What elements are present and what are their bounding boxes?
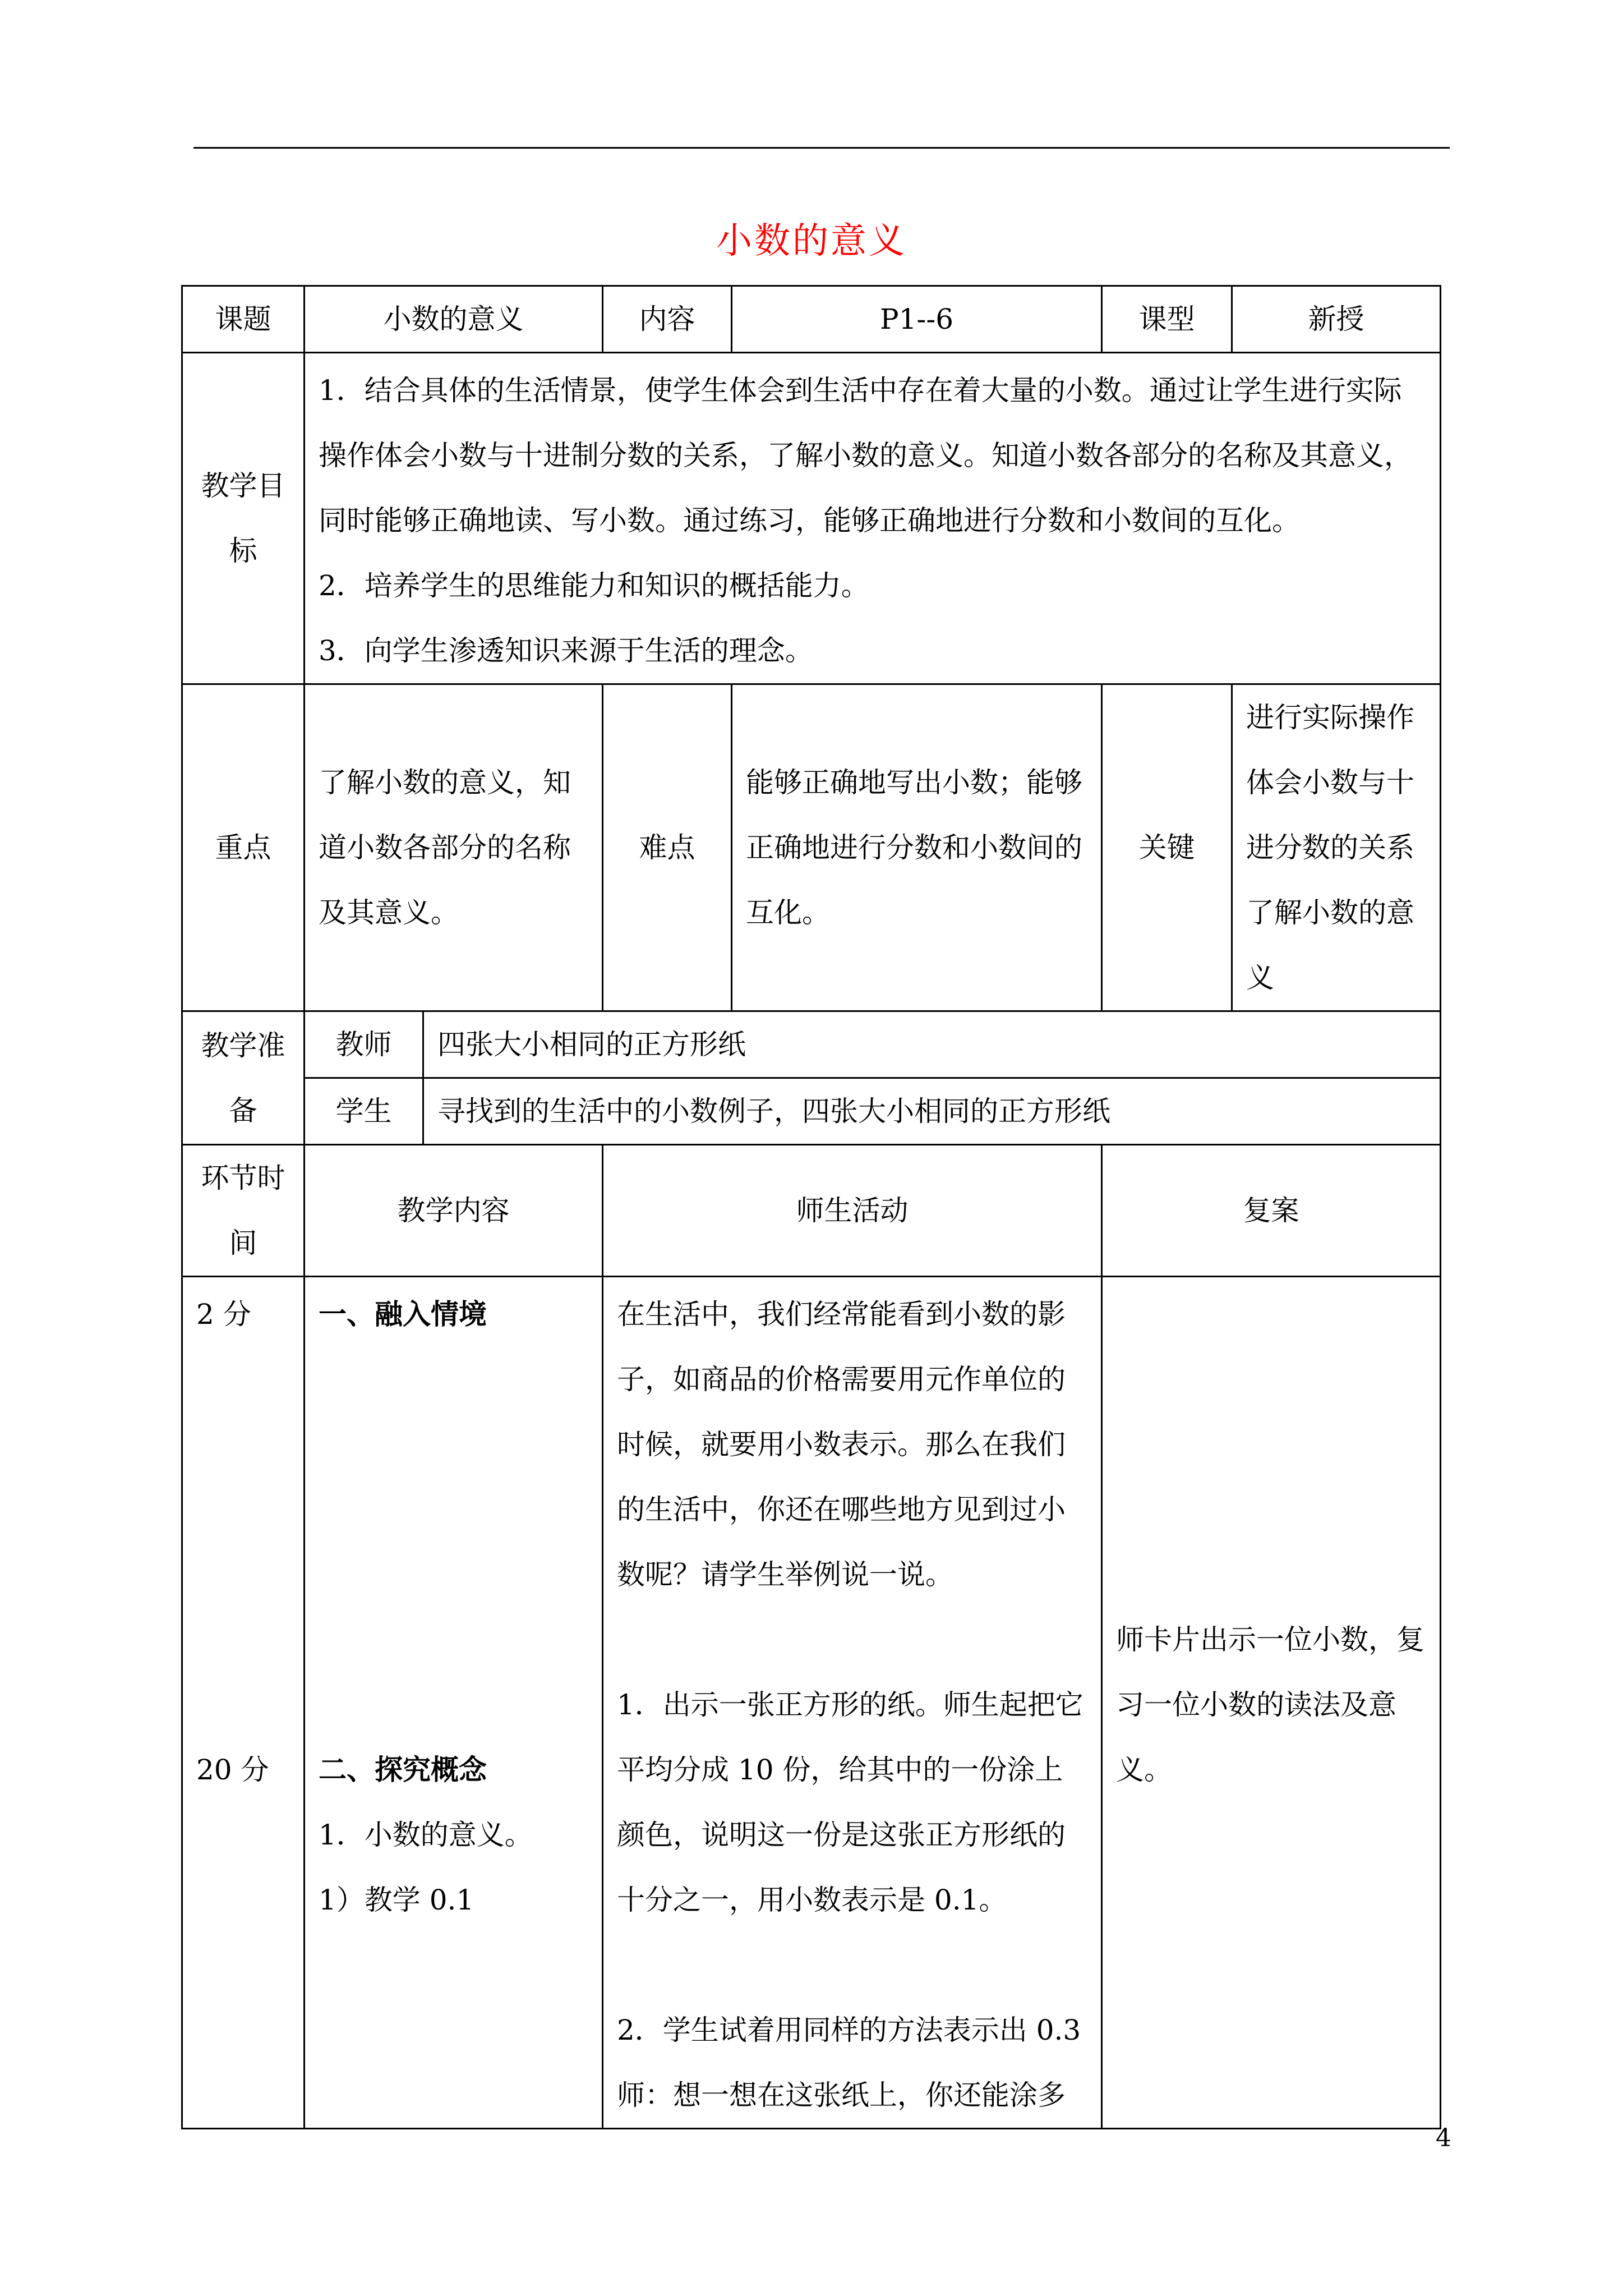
content-item-1: 1．小数的意义。 xyxy=(319,1819,533,1851)
goals-content xyxy=(305,353,1441,684)
activity-paragraph-3b: 师：想一想在这张纸上，你还能涂多 xyxy=(617,2079,1066,2111)
process-review-cell xyxy=(1102,1277,1441,2129)
goal-item: 1．结合具体的生活情景，使学生体会到生活中存在着大量的小数。通过让学生进行实际操作体会小数与十进制分数的关系，了解小数的意义。知道小数各部分的名称及其意义，同时能够正确地读、写小数。通过练习，能够正确地进行分数和小数间的互化。 xyxy=(319,374,1412,537)
page-title: 小数的意义 xyxy=(716,220,907,262)
content-value: P1--6 xyxy=(732,286,1102,353)
col-time-header: 环节时间 xyxy=(182,1145,305,1277)
key-point-text: 了解小数的意义，知道小数各部分的名称及其意义。 xyxy=(305,684,603,1011)
row-column-headers xyxy=(182,1145,1441,1277)
goal-item: 2．培养学生的思维能力和知识的概括能力。 xyxy=(319,569,869,602)
activity-paragraph-3a: 2．学生试着用同样的方法表示出 0.3 xyxy=(617,2014,1081,2046)
type-label: 课型 xyxy=(1102,286,1232,353)
time-segment-2: 20 分 xyxy=(196,1754,269,1786)
col-activity-header: 师生活动 xyxy=(603,1145,1102,1277)
prep-teacher-text: 四张大小相同的正方形纸 xyxy=(423,1011,1441,1078)
row-process xyxy=(182,1277,1441,2129)
lesson-plan-table xyxy=(181,285,1441,2129)
row-header-info xyxy=(182,286,1441,353)
header-rule xyxy=(193,147,1450,149)
row-prep-student xyxy=(182,1078,1441,1145)
goals-label: 教学目标 xyxy=(182,353,305,684)
difficulty-text: 能够正确地写出小数；能够正确地进行分数和小数间的互化。 xyxy=(732,684,1102,1011)
prep-student-label: 学生 xyxy=(305,1078,423,1145)
content-label: 内容 xyxy=(603,286,732,353)
content-heading-1: 一、融入情境 xyxy=(319,1297,487,1331)
content-heading-2: 二、探究概念 xyxy=(319,1753,487,1786)
difficulty-label: 难点 xyxy=(603,684,732,1011)
col-content-header: 教学内容 xyxy=(305,1145,603,1277)
prep-label: 教学准备 xyxy=(182,1011,305,1145)
topic-value: 小数的意义 xyxy=(305,286,603,353)
process-activity-cell xyxy=(603,1277,1102,2129)
time-segment-1: 2 分 xyxy=(196,1298,251,1331)
review-text: 师卡片出示一位小数，复习一位小数的读法及意义。 xyxy=(1116,1623,1424,1786)
process-content-cell xyxy=(305,1277,603,2129)
page-number: 4 xyxy=(1436,2124,1451,2152)
row-prep-teacher xyxy=(182,1011,1441,1078)
activity-paragraph-1: 在生活中，我们经常能看到小数的影子，如商品的价格需要用元作单位的时候，就要用小数表示。那么在我们的生活中，你还在哪些地方见到过小数呢？请学生举例说一说。 xyxy=(617,1298,1066,1591)
content-item-2: 1）教学 0.1 xyxy=(319,1884,474,1916)
prep-student-text: 寻找到的生活中的小数例子，四张大小相同的正方形纸 xyxy=(423,1078,1441,1145)
crux-label: 关键 xyxy=(1102,684,1232,1011)
key-point-label: 重点 xyxy=(182,684,305,1011)
activity-paragraph-2: 1．出示一张正方形的纸。师生起把它平均分成 10 份，给其中的一份涂上颜色，说明这一份是这张正方形纸的十分之一，用小数表示是 0.1。 xyxy=(617,1688,1083,1916)
type-value: 新授 xyxy=(1232,286,1441,353)
goal-item: 3．向学生渗透知识来源于生活的理念。 xyxy=(319,634,813,667)
topic-label: 课题 xyxy=(182,286,305,353)
row-focus xyxy=(182,684,1441,1011)
col-review-header: 复案 xyxy=(1102,1145,1441,1277)
prep-teacher-label: 教师 xyxy=(305,1011,423,1078)
row-goals xyxy=(182,353,1441,684)
crux-text: 进行实际操作体会小数与十进分数的关系了解小数的意义 xyxy=(1232,684,1441,1011)
process-time-cell xyxy=(182,1277,305,2129)
